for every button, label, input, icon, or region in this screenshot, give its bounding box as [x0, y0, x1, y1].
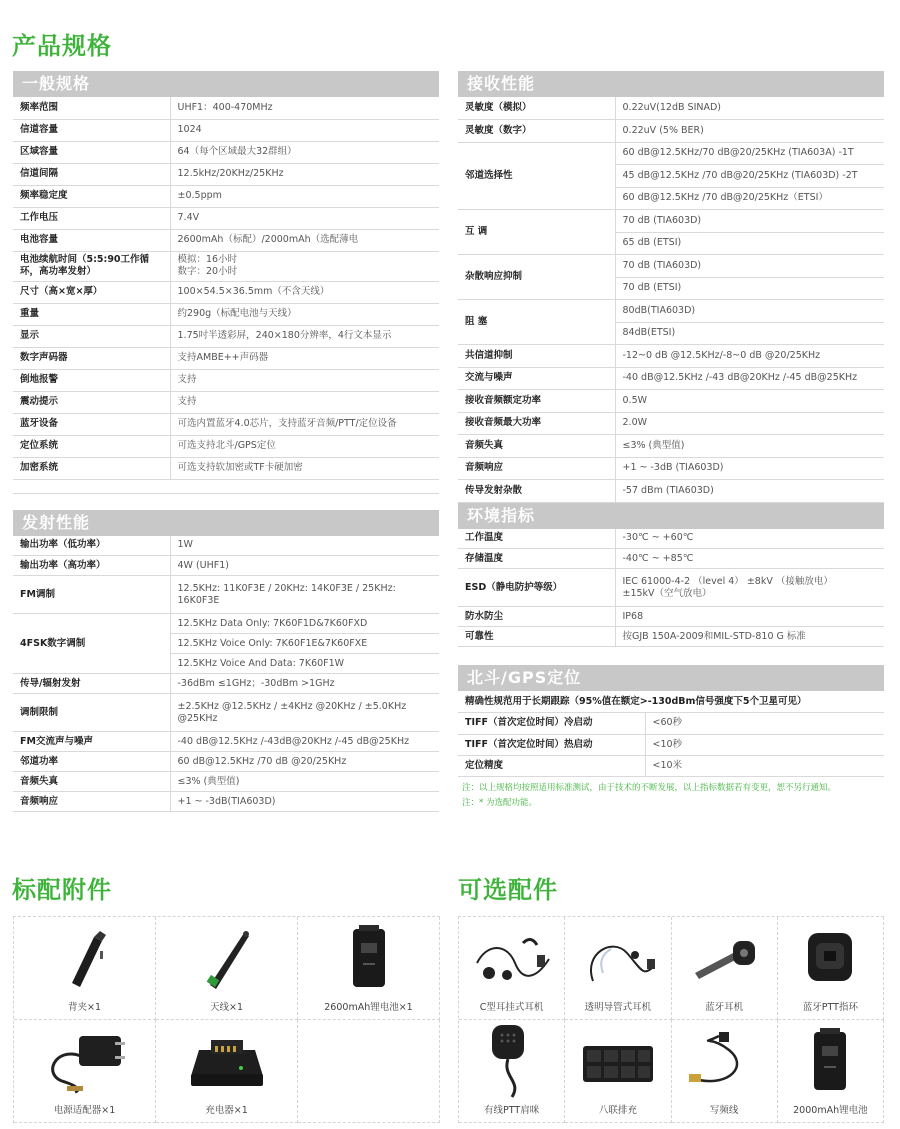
spec-row [13, 369, 439, 391]
spec-row [13, 303, 439, 325]
right-spec-column [458, 71, 884, 811]
accessory-label: C型耳挂式耳机 [479, 1002, 544, 1013]
spec-value: 84dB(ETSI) [615, 322, 884, 345]
standard-accessories-grid [13, 916, 440, 1123]
spec-key: 尺寸（高×宽×厚） [13, 281, 170, 303]
spec-key: 音频失真 [458, 435, 615, 458]
spec-row [458, 607, 884, 627]
multi-charger-icon [565, 1020, 670, 1102]
spec-key: 4FSK数字调制 [13, 614, 170, 674]
spec-value: 支持 [170, 391, 439, 413]
accessory-label: 写频线 [709, 1105, 739, 1116]
spec-row [458, 529, 884, 549]
spec-row [13, 207, 439, 229]
spec-key: 调制限制 [13, 694, 170, 732]
standard-accessories-title: 标配附件 [12, 876, 112, 904]
spec-key: 接收音频最大功率 [458, 412, 615, 435]
spec-value: 按GJB 150A-2009和MIL-STD-810 G 标准 [615, 627, 884, 647]
spec-row [13, 556, 439, 576]
bluetooth-headset-icon [672, 917, 777, 999]
spec-value: 65 dB (ETSI) [615, 232, 884, 255]
environment-specs-table [458, 529, 884, 648]
spec-row [458, 390, 884, 413]
spec-key: 频率稳定度 [13, 185, 170, 207]
spec-key: 存储温度 [458, 549, 615, 569]
spec-value: 1W [170, 536, 439, 556]
spec-key: 阻 塞 [458, 300, 615, 345]
spec-key: 可靠性 [458, 627, 615, 647]
spec-key: 蓝牙设备 [13, 413, 170, 435]
transmit-specs-header: 发射性能 [13, 510, 439, 536]
spec-row [458, 549, 884, 569]
spec-value: -40 dB@12.5KHz /-43 dB@20KHz /-45 dB@25KHz [615, 367, 884, 390]
spec-key: 防水防尘 [458, 607, 615, 627]
spec-row [13, 674, 439, 694]
spec-row [458, 210, 884, 233]
spec-key: 定位精度 [458, 755, 645, 776]
spec-value: <10米 [645, 755, 884, 776]
spec-key: 倒地报警 [13, 369, 170, 391]
accessory-label: 2600mAh锂电池×1 [324, 1002, 413, 1013]
spec-value: IP68 [615, 607, 884, 627]
environment-specs-header: 环境指标 [458, 503, 884, 529]
accessory-cell [298, 917, 440, 1020]
spec-key: 电池续航时间（5:5:90工作循环，高功率发射） [13, 251, 170, 281]
spec-key: 杂散响应抑制 [458, 255, 615, 300]
spec-value: 12.5KHz Voice And Data: 7K60F1W [170, 654, 439, 674]
accessory-label: 蓝牙耳机 [705, 1002, 744, 1013]
spec-value: ±0.5ppm [170, 185, 439, 207]
accessory-cell [565, 917, 671, 1020]
spec-row [458, 435, 884, 458]
spec-key: 互 调 [458, 210, 615, 255]
accessory-label: 透明导管式耳机 [584, 1002, 652, 1013]
spec-key: 电池容量 [13, 229, 170, 251]
spec-value: 12.5kHz/20KHz/25KHz [170, 163, 439, 185]
accessory-label: 有线PTT肩咪 [484, 1105, 540, 1116]
spec-value: 0.22uV (5% BER) [615, 120, 884, 143]
spec-value: -30℃ ~ +60℃ [615, 529, 884, 549]
spec-key: 音频响应 [13, 792, 170, 812]
accessory-label: 电源适配器×1 [53, 1105, 116, 1116]
spec-key: 灵敏度（数字） [458, 120, 615, 143]
spec-row [458, 569, 884, 607]
bluetooth-ptt-ring-icon [778, 917, 883, 999]
spec-key: FM交流声与噪声 [13, 732, 170, 752]
spec-key: 共信道抑制 [458, 345, 615, 368]
spec-key: 重量 [13, 303, 170, 325]
spec-value: -40℃ ~ +85℃ [615, 549, 884, 569]
spec-key: TIFF（首次定位时间）冷启动 [458, 713, 645, 734]
spec-key: 传导/辐射发射 [13, 674, 170, 694]
spec-value: 60 dB@12.5KHz/70 dB@20/25KHz (TIA603A) -1T [615, 142, 884, 165]
spec-row [13, 536, 439, 556]
spec-value: 60 dB@12.5KHz /70 dB @20/25KHz [170, 752, 439, 772]
spec-value: 2.0W [615, 412, 884, 435]
spec-key: 交流与噪声 [458, 367, 615, 390]
spec-key: 传导发射杂散 [458, 480, 615, 503]
accessory-cell [778, 917, 884, 1020]
spec-value: -40 dB@12.5KHz /-43dB@20KHz /-45 dB@25KHz [170, 732, 439, 752]
spec-key: FM调制 [13, 576, 170, 614]
spec-value: 0.5W [615, 390, 884, 413]
left-spec-column [13, 71, 439, 812]
spec-value: 100×54.5×36.5mm（不含天线） [170, 281, 439, 303]
spec-value: 1.75吋半透彩屏，240×180分辨率，4行文本显示 [170, 325, 439, 347]
spec-value: 1024 [170, 119, 439, 141]
spec-key: 工作电压 [13, 207, 170, 229]
spec-key: 加密系统 [13, 457, 170, 479]
antenna-icon [156, 917, 297, 999]
gps-specs-header: 北斗/GPS定位 [458, 665, 884, 691]
spec-value: ≤3% (典型值) [170, 772, 439, 792]
transmit-specs-table [13, 536, 439, 813]
spec-row [13, 792, 439, 812]
spec-row [458, 120, 884, 143]
spec-value: 12.5KHz: 11K0F3E / 20KHz: 14K0F3E / 25KHz: 16K0F3E [170, 576, 439, 614]
tube-earphone-icon [565, 917, 670, 999]
spec-value: 模拟：16小时 数字：20小时 [170, 251, 439, 281]
spec-row [458, 457, 884, 480]
spec-row [458, 713, 884, 734]
spec-row [458, 367, 884, 390]
spec-key: 输出功率（高功率） [13, 556, 170, 576]
spec-key: 震动提示 [13, 391, 170, 413]
accessory-cell [156, 1020, 298, 1123]
spec-value: 约290g（标配电池与天线） [170, 303, 439, 325]
spec-note: 注：以上规格均按照适用标准测试，由于技术的不断发展，以上指标数据若有变更，恕不另行通知。 [462, 782, 837, 793]
battery-icon [778, 1020, 883, 1102]
spec-value: 2600mAh（标配）/2000mAh（选配薄电 [170, 229, 439, 251]
optional-accessories-grid [458, 916, 884, 1123]
power-adapter-icon [14, 1020, 155, 1102]
spec-key: 数字声码器 [13, 347, 170, 369]
programming-cable-icon [672, 1020, 777, 1102]
spec-key: 信道容量 [13, 119, 170, 141]
empty-slot [298, 1020, 439, 1102]
accessory-label: 充电器×1 [205, 1105, 248, 1116]
accessory-cell [459, 1020, 565, 1123]
accessory-label: 2000mAh锂电池 [793, 1105, 868, 1116]
spec-value: 45 dB@12.5KHz /70 dB@20/25KHz (TIA603D) -2T [615, 165, 884, 188]
spec-key: 接收音频额定功率 [458, 390, 615, 413]
accessory-label: 八联排充 [598, 1105, 637, 1116]
spec-value: 70 dB (ETSI) [615, 277, 884, 300]
spec-value: 支持 [170, 369, 439, 391]
spec-value: 70 dB (TIA603D) [615, 255, 884, 278]
spec-value: 可选支持北斗/GPS定位 [170, 435, 439, 457]
spec-value: +1 ~ -3dB (TIA603D) [615, 457, 884, 480]
battery-icon [298, 917, 439, 999]
spec-row [13, 119, 439, 141]
general-specs-header: 一般规格 [13, 71, 439, 97]
accessory-cell [459, 917, 565, 1020]
spec-value: IEC 61000-4-2 （level 4） ±8kV （接触放电） ±15kV（空气放电） [615, 569, 884, 607]
spec-key: 显示 [13, 325, 170, 347]
spec-value: 12.5KHz Voice Only: 7K60F1E&7K60FXE [170, 634, 439, 654]
spec-key: 输出功率（低功率） [13, 536, 170, 556]
shoulder-mic-icon [459, 1020, 564, 1102]
spec-row [13, 163, 439, 185]
spec-key: 区域容量 [13, 141, 170, 163]
optional-note: 注：* 为选配功能。 [462, 797, 537, 808]
accessory-cell [298, 1020, 440, 1123]
spec-value: 70 dB (TIA603D) [615, 210, 884, 233]
spec-row [13, 457, 439, 479]
earhook-earphone-icon [459, 917, 564, 999]
spec-value: <60秒 [645, 713, 884, 734]
spec-row [13, 281, 439, 303]
optional-accessories-title: 可选配件 [458, 876, 558, 904]
spec-row [13, 229, 439, 251]
accessory-cell [778, 1020, 884, 1123]
spec-row [458, 627, 884, 647]
accessory-label: 天线×1 [209, 1002, 243, 1013]
accessory-cell [156, 917, 298, 1020]
receive-specs-table [458, 97, 884, 503]
spec-row [13, 576, 439, 614]
spec-key: TIFF（首次定位时间）热启动 [458, 734, 645, 755]
spec-row [458, 345, 884, 368]
spec-value: 60 dB@12.5KHz /70 dB@20/25KHz（ETSI） [615, 187, 884, 210]
spec-value: ≤3% (典型值) [615, 435, 884, 458]
spec-row-spacer [13, 479, 439, 493]
spec-key: 信道间隔 [13, 163, 170, 185]
spec-value: 12.5KHz Data Only: 7K60F1D&7K60FXD [170, 614, 439, 634]
receive-specs-header: 接收性能 [458, 71, 884, 97]
spec-row [458, 480, 884, 503]
general-specs-table [13, 97, 439, 494]
spec-row [13, 435, 439, 457]
gps-specs-table [458, 713, 884, 777]
spec-value: -36dBm ≤1GHz；-30dBm >1GHz [170, 674, 439, 694]
spec-row [13, 325, 439, 347]
spec-value: 0.22uV(12dB SINAD) [615, 97, 884, 120]
spec-value: 可选内置蓝牙4.0芯片，支持蓝牙音频/PTT/定位设备 [170, 413, 439, 435]
gps-accuracy-spec: 精确性规范用于长期跟踪（95%值在额定>-130dBm信号强度下5个卫星可见） [458, 691, 884, 713]
charger-icon [156, 1020, 297, 1102]
spec-key: 灵敏度（模拟） [458, 97, 615, 120]
spec-key: 频率范围 [13, 97, 170, 119]
spec-row [458, 300, 884, 323]
spec-row [13, 752, 439, 772]
accessory-cell [672, 917, 778, 1020]
spec-value: UHF1：400-470MHz [170, 97, 439, 119]
spec-value: ±2.5KHz @12.5KHz / ±4KHz @20KHz / ±5.0KHz @25KHz [170, 694, 439, 732]
spec-value: +1 ~ -3dB(TIA603D) [170, 792, 439, 812]
spec-value: 80dB(TIA603D) [615, 300, 884, 323]
accessory-cell [14, 1020, 156, 1123]
spec-row [13, 347, 439, 369]
spec-key: 定位系统 [13, 435, 170, 457]
spec-key: 音频失真 [13, 772, 170, 792]
page-title: 产品规格 [12, 32, 112, 60]
spec-row [13, 614, 439, 634]
spec-value: 可选支持软加密或TF卡硬加密 [170, 457, 439, 479]
spec-row [458, 97, 884, 120]
spec-row [13, 251, 439, 281]
spec-value: <10秒 [645, 734, 884, 755]
spec-row [458, 255, 884, 278]
spec-key: 邻道选择性 [458, 142, 615, 210]
accessory-cell [672, 1020, 778, 1123]
accessory-cell [14, 917, 156, 1020]
spec-key: 邻道功率 [13, 752, 170, 772]
spec-key: 工作温度 [458, 529, 615, 549]
spec-row [458, 412, 884, 435]
spec-value: 4W (UHF1) [170, 556, 439, 576]
spec-row [13, 141, 439, 163]
belt-clip-icon [14, 917, 155, 999]
accessory-cell [565, 1020, 671, 1123]
spec-key: 音频响应 [458, 457, 615, 480]
spec-row [13, 694, 439, 732]
spec-key: ESD（静电防护等级） [458, 569, 615, 607]
spec-row [13, 413, 439, 435]
spec-value: -12~0 dB @12.5KHz/-8~0 dB @20/25KHz [615, 345, 884, 368]
spec-row [13, 732, 439, 752]
spec-value: 支持AMBE++声码器 [170, 347, 439, 369]
spec-value: 64（每个区域最大32群组） [170, 141, 439, 163]
spec-row [13, 97, 439, 119]
spec-row [458, 142, 884, 165]
accessory-label: 蓝牙PTT指环 [802, 1002, 858, 1013]
spec-row [13, 185, 439, 207]
spec-value: -57 dBm (TIA603D) [615, 480, 884, 503]
spec-row [13, 391, 439, 413]
spec-row [458, 755, 884, 776]
spec-value: 7.4V [170, 207, 439, 229]
spec-row [13, 772, 439, 792]
spacer-cell [13, 479, 439, 493]
accessory-label: 背夹×1 [67, 1002, 101, 1013]
spec-row [458, 734, 884, 755]
